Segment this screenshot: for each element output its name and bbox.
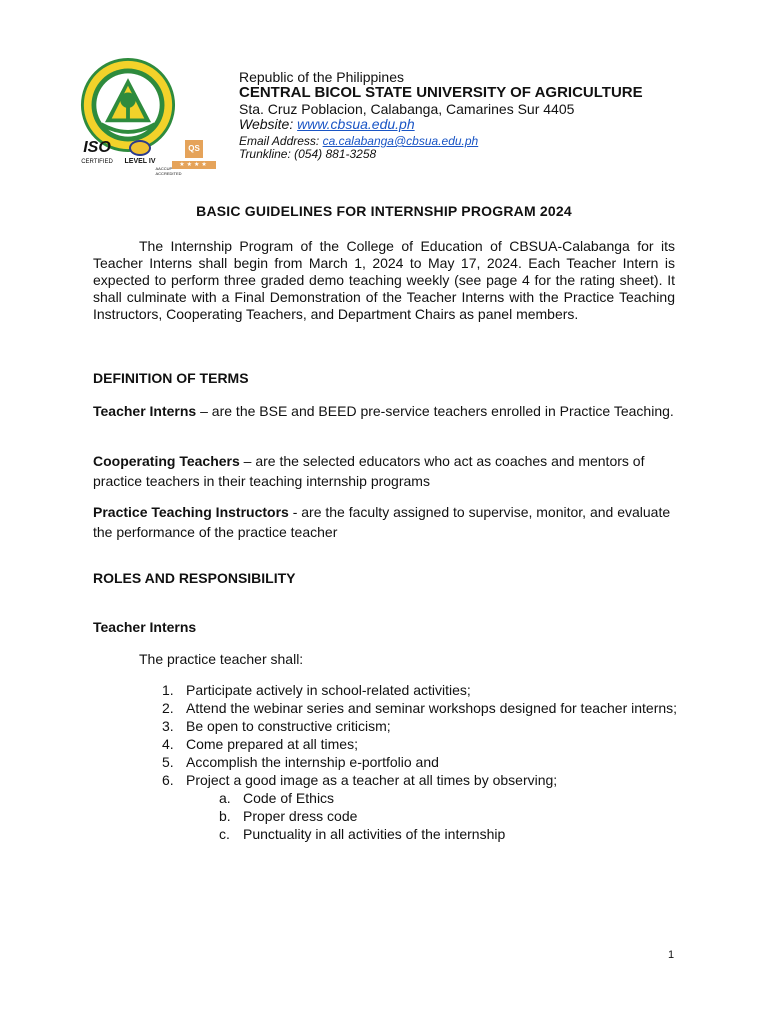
list-item: 2. Attend the webinar series and seminar workshops designed for teacher interns; xyxy=(162,700,678,716)
roles-heading: ROLES AND RESPONSIBILITY xyxy=(93,570,296,586)
definition-practice-teaching-instructors: Practice Teaching Instructors - are the faculty assigned to supervise, monitor, and evaluate the performance of the practice teacher xyxy=(93,504,671,540)
iso-certified-badge: ISO CERTIFIED xyxy=(81,139,113,165)
email-link[interactable]: ca.calabanga@cbsua.edu.ph xyxy=(322,134,479,148)
list-item: 1. Participate actively in school-related activities; xyxy=(162,682,471,698)
header-country: Republic of the Philippines xyxy=(239,69,404,85)
definition-cooperating-teachers: Cooperating Teachers – are the selected educators who act as coaches and mentors of practice teachers in their teaching internship programs xyxy=(93,453,645,489)
header-university-name: CENTRAL BICOL STATE UNIVERSITY OF AGRICULTURE xyxy=(239,84,643,101)
list-item: 3. Be open to constructive criticism; xyxy=(162,718,391,734)
level-iv-accreditation-badge: LEVEL IV AACCUP ACCREDITED xyxy=(120,140,160,176)
accreditation-seal-icon xyxy=(129,140,151,156)
responsibilities-list xyxy=(162,681,682,843)
teacher-interns-subheading: Teacher Interns xyxy=(93,619,197,635)
sub-list-item: a. Code of Ethics xyxy=(219,790,335,806)
definition-teacher-interns: Teacher Interns – are the BSE and BEED pre-service teachers enrolled in Practice Teaching. xyxy=(93,403,674,419)
list-item: 5. Accomplish the internship e-portfolio and xyxy=(162,754,439,770)
header-website: Website: www.cbsua.edu.ph xyxy=(239,116,415,132)
page-number: 1 xyxy=(668,949,675,961)
sub-list-item: b. Proper dress code xyxy=(219,808,358,824)
qs-stars-badge: QS ★★★★ xyxy=(172,140,216,176)
website-link[interactable]: www.cbsua.edu.ph xyxy=(297,116,415,132)
sub-list-item: c. Punctuality in all activities of the internship xyxy=(219,826,506,842)
definitions-heading: DEFINITION OF TERMS xyxy=(93,370,249,386)
list-item: 6. Project a good image as a teacher at all times by observing; xyxy=(162,772,558,788)
header-address: Sta. Cruz Poblacion, Calabanga, Camarines Sur 4405 xyxy=(239,101,575,117)
header-email: Email Address: ca.calabanga@cbsua.edu.ph xyxy=(239,134,479,148)
list-intro: The practice teacher shall: xyxy=(139,651,304,667)
list-item: 4. Come prepared at all times; xyxy=(162,736,358,752)
document-title: BASIC GUIDELINES FOR INTERNSHIP PROGRAM 2024 xyxy=(196,203,572,219)
intro-paragraph: The Internship Program of the College of Education of CBSUA-Calabanga for its Teacher Interns shall begin from March 1, 2024 to May 17, 2024. Each Teacher Intern is expected to perform three graded demo teaching weekly (see page 4 for the rating sheet). It shall culminate with a Final Demonstration of the Teacher Interns with the Practice Teaching Instructors, Cooperating Teachers, and Department Chairs as panel members. xyxy=(93,238,675,322)
header-trunkline: Trunkline: (054) 881-3258 xyxy=(239,147,377,161)
